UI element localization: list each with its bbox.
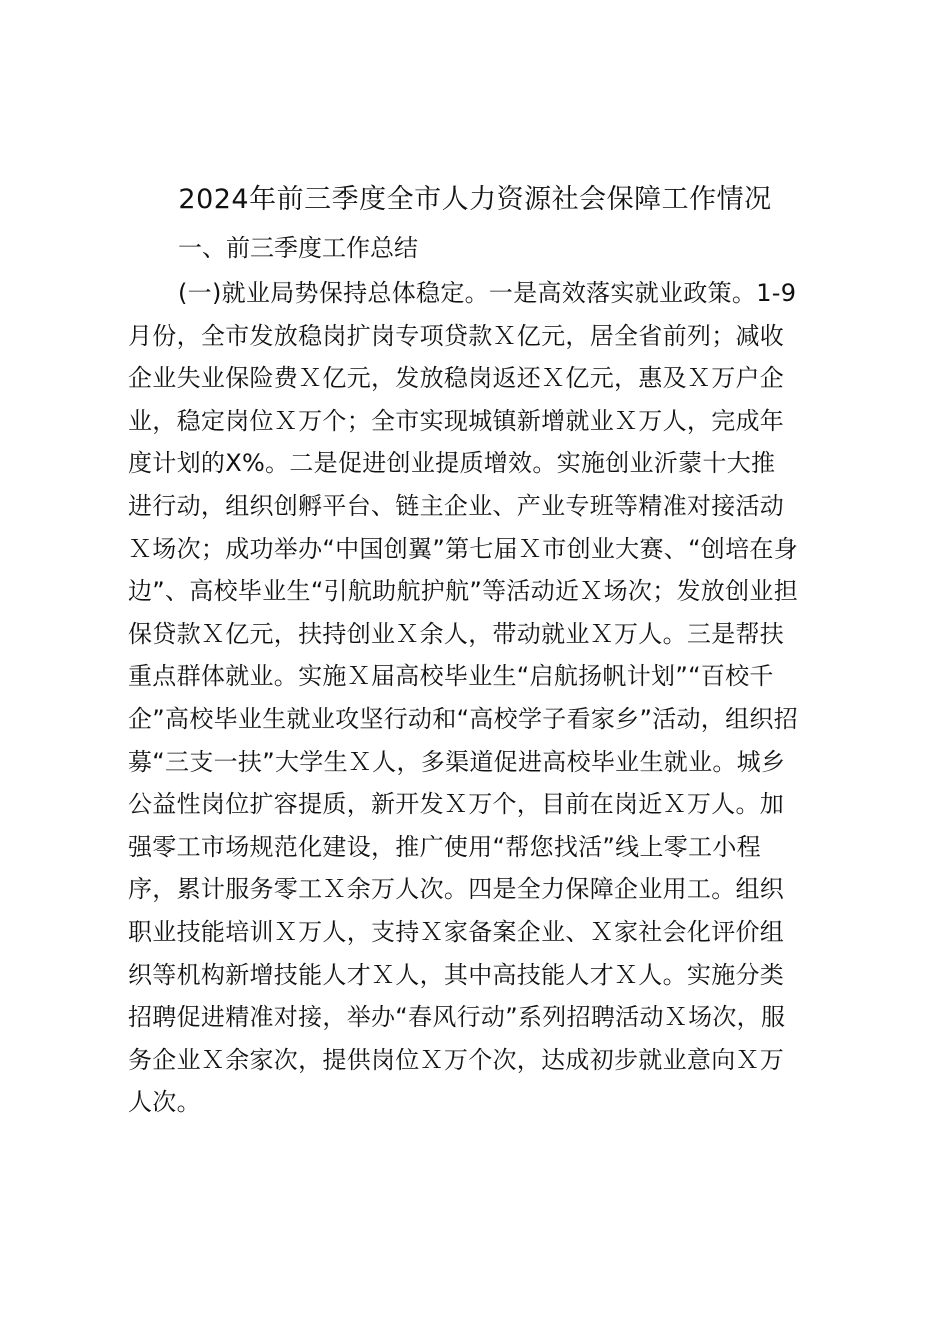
paragraph-line: 招聘促进精准对接，举办“春风行动”系列招聘活动Ｘ场次，服 (128, 1003, 786, 1032)
body-paragraph (128, 272, 828, 1124)
paragraph-line: 织等机构新增技能人才Ｘ人，其中高技能人才Ｘ人。实施分类 (128, 960, 785, 989)
paragraph-line: 企”高校毕业生就业攻坚行动和“高校学子看家乡”活动，组织招 (128, 704, 798, 733)
paragraph-line: Ｘ场次；成功举办“中国创翼”第七届Ｘ市创业大赛、“创培在身 (128, 534, 798, 563)
section-heading: 一、前三季度工作总结 (178, 234, 418, 262)
paragraph-line: 重点群体就业。实施Ｘ届高校毕业生“启航扬帆计划”“百校千 (128, 662, 774, 691)
paragraph-line: 人次。 (128, 1088, 201, 1117)
paragraph-line: 边”、高校毕业生“引航助航护航”等活动近Ｘ场次；发放创业担 (128, 577, 798, 606)
paragraph-line: 募“三支一扶”大学生Ｘ人，多渠道促进高校毕业生就业。城乡 (128, 747, 786, 776)
paragraph-line: 度计划的X%。二是促进创业提质增效。实施创业沂蒙十大推 (128, 449, 776, 478)
paragraph-line: (一)就业局势保持总体稳定。一是高效落实就业政策。1-9 (178, 279, 797, 307)
paragraph-line: 序，累计服务零工Ｘ余万人次。四是全力保障企业用工。组织 (128, 875, 785, 904)
paragraph-line: 企业失业保险费Ｘ亿元，发放稳岗返还Ｘ亿元，惠及Ｘ万户企 (128, 364, 785, 393)
document-title: 2024年前三季度全市人力资源社会保障工作情况 (178, 184, 772, 215)
paragraph-line: 月份，全市发放稳岗扩岗专项贷款Ｘ亿元，居全省前列；减收 (128, 321, 785, 350)
paragraph-line: 公益性岗位扩容提质，新开发Ｘ万个，目前在岗近Ｘ万人。加 (128, 790, 785, 819)
paragraph-line: 强零工市场规范化建设，推广使用“帮您找活”线上零工小程 (128, 832, 761, 861)
paragraph-line: 保贷款Ｘ亿元，扶持创业Ｘ余人，带动就业Ｘ万人。三是帮扶 (128, 619, 785, 648)
paragraph-line: 进行动，组织创孵平台、链主企业、产业专班等精准对接活动 (128, 491, 785, 520)
paragraph-line: 务企业Ｘ余家次，提供岗位Ｘ万个次，达成初步就业意向Ｘ万 (128, 1045, 785, 1074)
paragraph-line: 业，稳定岗位Ｘ万个；全市实现城镇新增就业Ｘ万人，完成年 (128, 406, 785, 435)
paragraph-line: 职业技能培训Ｘ万人，支持Ｘ家备案企业、Ｘ家社会化评价组 (128, 917, 785, 946)
